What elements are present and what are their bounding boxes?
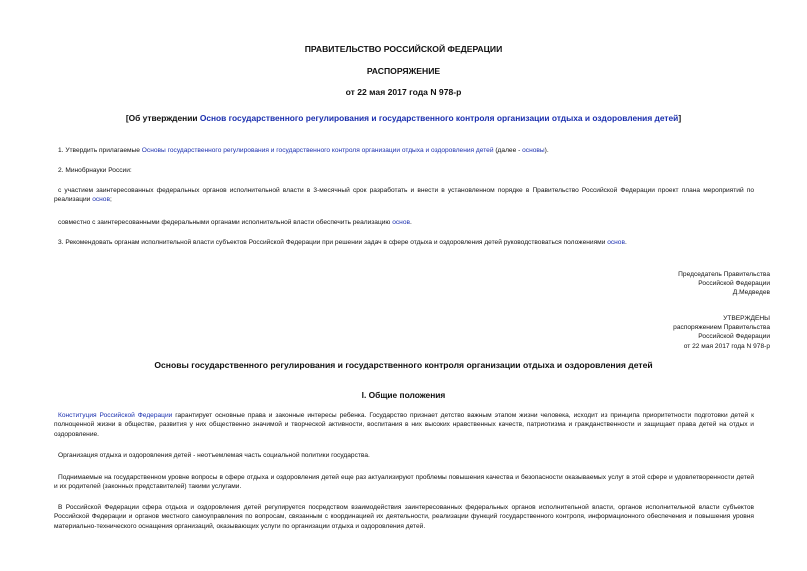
p3-text-c: ;	[109, 196, 112, 204]
paragraph-5	[54, 238, 754, 247]
p4-text-c: .	[410, 219, 412, 226]
p4-link[interactable]: основ	[392, 219, 410, 226]
annex-paragraph-1	[54, 411, 754, 439]
title-link[interactable]: Основ государственного регулирования и государственного контроля организации отдыха и оздоровления детей	[199, 113, 679, 123]
signature-block	[530, 270, 770, 298]
section-1-title: I. Общие положения	[361, 390, 446, 400]
p5-link[interactable]: основ	[607, 239, 625, 246]
doc-type-heading: РАСПОРЯЖЕНИЕ	[366, 66, 441, 76]
annex-title: Основы государственного регулирования и государственного контроля организации отдыха и оздоровления детей	[154, 360, 653, 370]
signature-line-2: Российской Федерации	[698, 280, 770, 288]
p4-text-a: совместно с заинтересованными федеральными органами исполнительной власти обеспечить реализацию	[58, 219, 393, 226]
constitution-link[interactable]: Конституция Российской Федерации	[58, 412, 173, 419]
paragraph-2: 2. Минобрнауки России:	[58, 167, 132, 174]
government-heading: ПРАВИТЕЛЬСТВО РОССИЙСКОЙ ФЕДЕРАЦИИ	[304, 44, 503, 54]
p1-link-osnovy[interactable]: Основы государственного регулирования и государственного контроля организации отдыха и оздоровления детей	[141, 147, 494, 154]
title-close: ]	[678, 113, 682, 123]
p3-link[interactable]: основ	[92, 196, 110, 204]
paragraph-1	[54, 146, 754, 155]
p1-text-b: (далее -	[493, 147, 523, 154]
annex-p1-text: гарантирует основные права и законные интересы ребенка. Государство признает детство важным этапом жизни человека, исходит из принципа приоритетности подготовки детей к полноценной жизни в обществе, развития у них общественно значимой и творческой активности, воспитания в них высоких нравственных качеств, патриотизма и гражданственности и защищает права детей на отдых и оздоровление.	[54, 412, 754, 438]
paragraph-3	[54, 186, 754, 205]
p3-text-a: с участием заинтересованных федеральных органов исполнительной власти в 3-месячный срок разработать и внести в установленном порядке в Правительство Российской Федерации проект плана мероприятий по реализации	[54, 187, 754, 204]
approval-line-3: Российской Федерации	[698, 333, 770, 341]
approval-line-4: от 22 мая 2017 года N 978-р	[683, 342, 770, 350]
date-number: от 22 мая 2017 года N 978-р	[345, 87, 462, 97]
annex-paragraph-4: В Российской Федерации сфера отдыха и оздоровления детей регулируется посредством взаимодействия заинтересованных федеральных органов исполнительной власти, органов исполнительной власти субъектов Российской Федерации и органов местного самоуправления по вопросам, связанным с координацией их деятельности, реализации функций государственного контроля, информационного обеспечения и повышения уровня материально-технического оснащения организаций, оказывающих услуги по организации отдыха и оздоровления детей.	[54, 504, 754, 530]
document-title	[0, 113, 807, 124]
p5-text-a: 3. Рекомендовать органам исполнительной власти субъектов Российской Федерации при решении задач в сфере отдыха и оздоровления детей руководствоваться положениями	[58, 239, 608, 246]
approval-line-1: УТВЕРЖДЕНЫ	[723, 315, 770, 322]
approval-line-2: распоряжением Правительства	[673, 324, 770, 332]
signature-line-1: Председатель Правительства	[678, 271, 770, 278]
annex-paragraph-2: Организация отдыха и оздоровления детей - неотъемлемая часть социальной политики государства.	[58, 452, 370, 459]
p1-text-a: 1. Утвердить прилагаемые	[58, 147, 142, 154]
approval-block	[530, 314, 770, 351]
annex-paragraph-3: Поднимаемые на государственном уровне вопросы в сфере отдыха и оздоровления детей еще раз актуализируют проблемы повышения качества и безопасности оказываемых услуг в этой сфере и удовлетворенности детей и их родителей (законных представителей) такими услугами.	[54, 474, 754, 491]
signature-line-3: Д.Медведев	[732, 289, 770, 297]
p1-text-c: ).	[544, 147, 549, 154]
paragraph-4	[54, 218, 754, 227]
p5-text-c: .	[624, 239, 627, 246]
title-open: [Об утверждении	[125, 113, 200, 123]
p1-link-short[interactable]: основы	[522, 147, 545, 154]
